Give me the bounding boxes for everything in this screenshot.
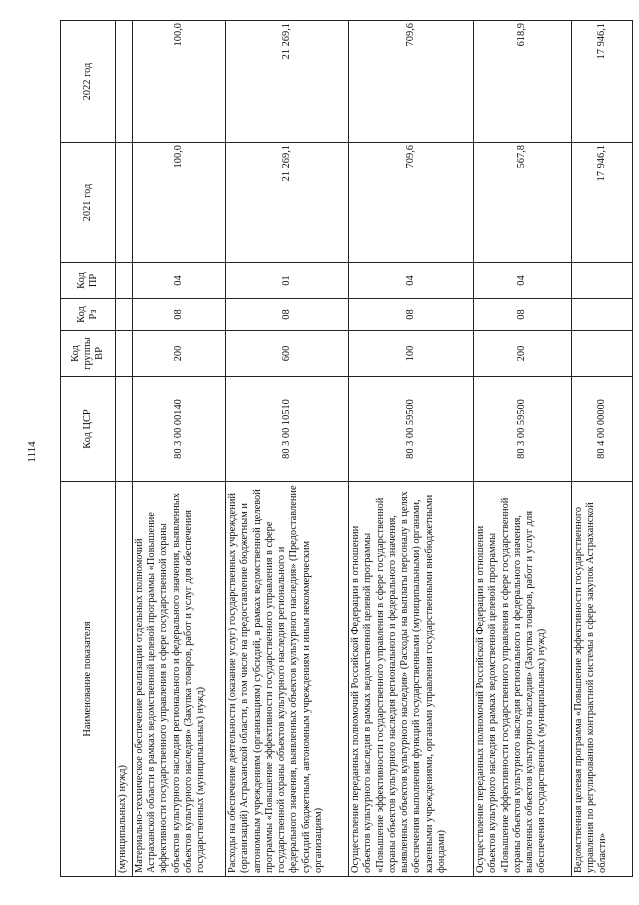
cell-2022: 17 946,1 [571, 21, 633, 143]
cell-pr: 04 [349, 263, 474, 299]
table-row [226, 21, 349, 877]
cell-csr: 80 3 00 10510 [226, 377, 349, 482]
rotated-page-content [60, 21, 639, 877]
cell-csr: 80 3 00 00140 [132, 377, 225, 482]
cell-pr: 04 [474, 263, 571, 299]
table-row [571, 21, 633, 877]
header-vr: Код группы ВР [61, 331, 116, 377]
cell-name: (муниципальных) нужд) [116, 482, 133, 877]
cell-vr [116, 331, 133, 377]
header-2021: 2021 год [61, 143, 116, 263]
table-row [116, 21, 133, 877]
cell-vr: 200 [474, 331, 571, 377]
cell-name: Расходы на обеспечение деятельности (оказание услуг) государственных учреждений (организаций) Астраханской области, в том числе на предоставление бюджетным и автономным учреждениям (организациям) субсидий, в рамках ведомственной целевой программы «Повышение эффективности государственного управления в сфере государственной охраны объектов культурного наследия регионального и федерального значения, выявленных объектов культурного наследия» (Предоставление субсидий бюджетным, автономным учреждениям и иным некоммерческим организациям) [226, 482, 349, 877]
page-number: 1114 [26, 441, 38, 463]
cell-2022 [116, 21, 133, 143]
budget-table [60, 20, 633, 877]
table-header-row [61, 21, 116, 877]
cell-rz: 08 [349, 299, 474, 331]
cell-name: Осуществление переданных полномочий Российской Федерации в отношении объектов культурного наследия в рамках ведомственной целевой программы «Повышение эффективности государственного управления в сфере государственной охраны объектов культурного наследия регионального и федерального значения, выявленных объектов культурного наследия» (Закупка товаров, работ и услуг для обеспечения государственных (муниципальных) нужд) [474, 482, 571, 877]
cell-csr: 80 3 00 59500 [474, 377, 571, 482]
cell-2022: 618,9 [474, 21, 571, 143]
cell-2021 [116, 143, 133, 263]
table-row [132, 21, 225, 877]
cell-rz [571, 299, 633, 331]
cell-rz: 08 [226, 299, 349, 331]
cell-2021: 567,8 [474, 143, 571, 263]
cell-vr: 100 [349, 331, 474, 377]
header-pr: Код ПР [61, 263, 116, 299]
cell-name: Материально-техническое обеспечение реализации отдельных полномочий Астраханской области в рамках ведомственной целевой программы «Повышение эффективности государственного управления в сфере государственной охраны объектов культурного наследия регионального и федерального значения, выявленных объектов культурного наследия» (Закупка товаров, работ и услуг для обеспечения государственных (муниципальных) нужд) [132, 482, 225, 877]
cell-csr: 80 3 00 59500 [349, 377, 474, 482]
cell-pr [571, 263, 633, 299]
header-name: Наименование показателя [61, 482, 116, 877]
cell-pr: 01 [226, 263, 349, 299]
cell-rz: 08 [132, 299, 225, 331]
table-row [349, 21, 474, 877]
cell-2022: 709,6 [349, 21, 474, 143]
cell-pr: 04 [132, 263, 225, 299]
cell-csr [116, 377, 133, 482]
cell-rz [116, 299, 133, 331]
cell-2022: 100,0 [132, 21, 225, 143]
table-row [474, 21, 571, 877]
cell-2021: 17 946,1 [571, 143, 633, 263]
cell-name: Осуществление переданных полномочий Российской Федерации в отношении объектов культурного наследия в рамках ведомственной целевой программы «Повышение эффективности государственного управления в сфере государственной охраны объектов культурного наследия регионального и федерального значения, выявленных объектов культурного наследия» (Расходы на выплаты персоналу в целях обеспечения выполнения функций государственными (муниципальными) органами, казенными учреждениями, органами управления государственными внебюджетными фондами) [349, 482, 474, 877]
cell-2021: 709,6 [349, 143, 474, 263]
cell-vr: 200 [132, 331, 225, 377]
cell-rz: 08 [474, 299, 571, 331]
header-rz: Код Рз [61, 299, 116, 331]
cell-2021: 21 269,1 [226, 143, 349, 263]
cell-pr [116, 263, 133, 299]
cell-2021: 100,0 [132, 143, 225, 263]
cell-vr: 600 [226, 331, 349, 377]
cell-vr [571, 331, 633, 377]
header-2022: 2022 год [61, 21, 116, 143]
cell-csr: 80 4 00 00000 [571, 377, 633, 482]
header-csr: Код ЦСР [61, 377, 116, 482]
cell-2022: 21 269,1 [226, 21, 349, 143]
cell-name: Ведомственная целевая программа «Повышение эффективности государственного управления по регулированию контрактной системы в сфере закупок Астраханской области» [571, 482, 633, 877]
